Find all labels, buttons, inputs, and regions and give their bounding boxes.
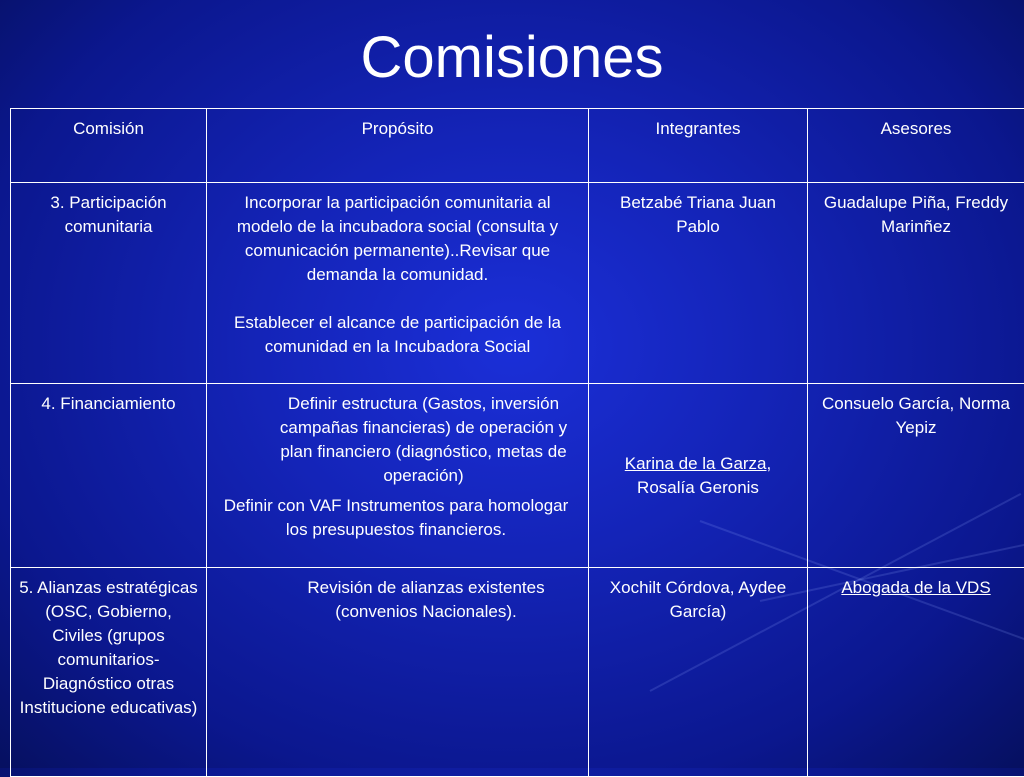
asesores-underlined: Abogada de la VDS: [841, 578, 990, 597]
cell-asesores: Guadalupe Piña, Freddy Marinñez: [808, 183, 1024, 384]
proposito-paragraph: Establecer el alcance de participación de la comunidad en la Incubadora Social: [215, 311, 580, 359]
proposito-paragraph: Revisión de alianzas existentes (convenios Nacionales).: [272, 576, 580, 624]
cell-integrantes: Betzabé Triana Juan Pablo: [589, 183, 808, 384]
cell-comision: 3. Participación comunitaria: [11, 183, 207, 384]
table-header-row: [11, 109, 1024, 183]
proposito-paragraph: Incorporar la participación comunitaria al modelo de la incubadora social (consulta y comunicación permanente)..Revisar que demanda la comunidad.: [215, 191, 580, 287]
cell-proposito: [207, 183, 589, 384]
cell-asesores: Consuelo García, Norma Yepiz: [808, 384, 1024, 568]
proposito-paragraph: Definir estructura (Gastos, inversión campañas financieras) de operación y plan financiero (diagnóstico, metas de operación): [267, 392, 580, 488]
header-comision: Comisión: [11, 109, 207, 183]
cell-integrantes: Xochilt Córdova, Aydee García): [589, 568, 808, 777]
cell-comision: 5. Alianzas estratégicas (OSC, Gobierno, Civiles (grupos comunitarios- Diagnóstico otras Institucione educativas): [11, 568, 207, 777]
header-proposito: Propósito: [207, 109, 589, 183]
proposito-paragraph: Definir con VAF Instrumentos para homologar los presupuestos financieros.: [212, 494, 580, 542]
table-row: [11, 568, 1024, 777]
integrantes-rest: Rosalía Geronis: [637, 478, 759, 497]
header-integrantes: Integrantes: [589, 109, 808, 183]
slide-title: Comisiones: [0, 22, 1024, 94]
integrantes-underlined: Karina de la Garza,: [625, 454, 771, 473]
cell-asesores: [808, 568, 1024, 777]
cell-integrantes: [589, 384, 808, 568]
header-asesores: Asesores: [808, 109, 1024, 183]
table-row: [11, 384, 1024, 568]
cell-proposito: [207, 384, 589, 568]
cell-proposito: [207, 568, 589, 777]
cell-comision: 4. Financiamiento: [11, 384, 207, 568]
table-row: [11, 183, 1024, 384]
commissions-table: [10, 108, 1024, 777]
